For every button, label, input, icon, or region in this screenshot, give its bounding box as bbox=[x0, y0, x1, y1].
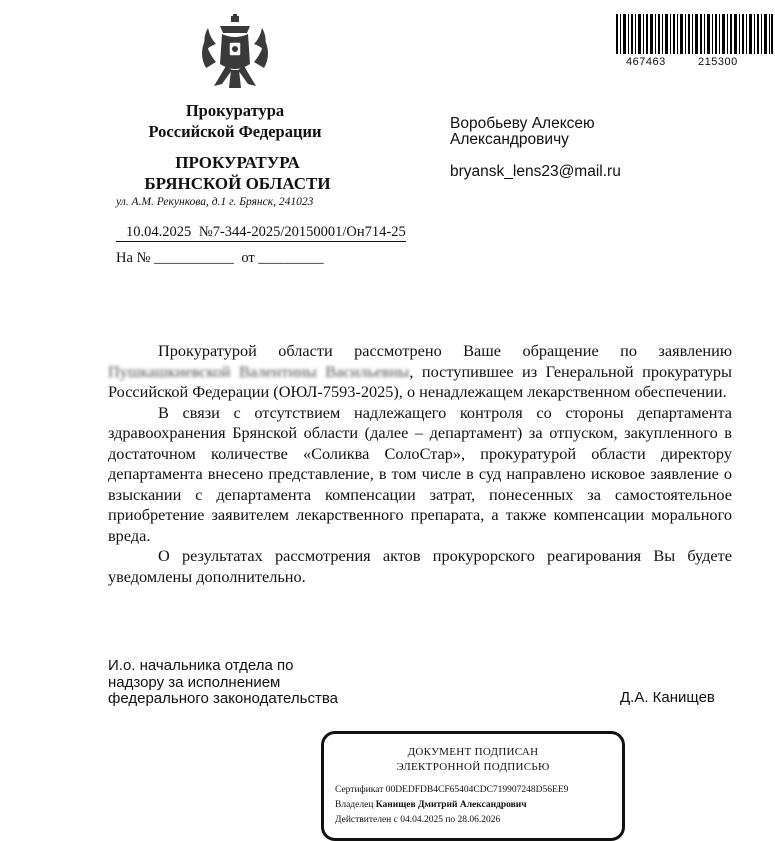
stamp-cert-value: 00DEDFDB4CF65404CDC719907248D56EE9 bbox=[385, 785, 569, 795]
ot-blank: _________ bbox=[258, 250, 324, 266]
stamp-validity bbox=[335, 815, 500, 825]
paragraph-2: В связи с отсутствием надлежащего контроля со стороны департамента здравоохранения Брянской области (далее – департамент) за отпуском, закупленного в достаточном количестве «Соликва СолоСтар», прокуратурой области директору департамента внесено представление, в том числе в суд направлено исковое заявление о взыскании с департамента компенсации затрат, понесенных за самостоятельное приобретение заявителем лекарственного препарата, а также компенсации морального вреда. bbox=[108, 402, 732, 545]
barcode-number-right: 215300 bbox=[698, 56, 738, 68]
paragraph-1-rest: , поступившее из Генеральной прокуратуры Российской Федерации (ОЮЛ-7593-2025), о ненадлежащем лекарственном обеспечении. bbox=[108, 361, 732, 401]
sender-address: ул. А.М. Рекункова, д.1 г. Брянск, 241023 bbox=[116, 196, 314, 208]
ref-date: 10.04.2025 bbox=[126, 224, 192, 240]
signatory-title-line3: федерального законодательства bbox=[108, 690, 338, 707]
in-reply-line bbox=[116, 250, 324, 267]
stamp-valid-label: Действителен bbox=[335, 815, 392, 825]
paragraph-1-start: Прокуратурой области рассмотрено Ваше обращение по заявлению bbox=[158, 341, 732, 360]
sender-org-line2: Российской Федерации bbox=[148, 122, 322, 141]
stamp-cert-label: Сертификат bbox=[335, 785, 384, 795]
stamp-owner-value: Канищев Дмитрий Александрович bbox=[375, 800, 527, 810]
sender-org-line1: Прокуратура bbox=[185, 101, 285, 120]
redacted-name: Пушкашкиевской Валентины Васильевны bbox=[108, 361, 410, 381]
stamp-owner bbox=[335, 800, 527, 810]
sender-dept-line2: БРЯНСКОЙ ОБЛАСТИ bbox=[144, 174, 331, 193]
letter-body bbox=[108, 341, 732, 587]
double-headed-eagle-emblem-icon bbox=[198, 14, 272, 94]
barcode bbox=[616, 14, 774, 58]
stamp-valid-value: с 04.04.2025 по 28.06.2026 bbox=[393, 815, 501, 825]
stamp-certificate bbox=[335, 785, 568, 795]
ref-number: №7-344-2025/20150001/Он714-25 bbox=[198, 224, 406, 240]
signatory-name: Д.А. Канищев bbox=[620, 689, 715, 706]
na-label: На № bbox=[116, 250, 151, 266]
na-blank: ___________ bbox=[154, 250, 234, 266]
barcode-number-left: 467463 bbox=[626, 56, 666, 68]
stamp-title-line1: ДОКУМЕНТ ПОДПИСАН bbox=[407, 746, 539, 758]
stamp-owner-label: Владелец bbox=[335, 800, 374, 810]
recipient-name-line1: Воробьеву Алексею bbox=[450, 115, 595, 132]
signatory-title-line2: надзору за исполнением bbox=[108, 673, 281, 691]
ot-label: от bbox=[241, 250, 255, 266]
paragraph-1 bbox=[108, 341, 732, 403]
signatory-title bbox=[108, 658, 338, 708]
recipient-email: bryansk_lens23@mail.ru bbox=[450, 163, 621, 180]
signatory-title-line1: И.о. начальника отдела по bbox=[108, 657, 294, 674]
electronic-signature-stamp bbox=[321, 731, 625, 841]
paragraph-3: О результатах рассмотрения актов прокурорского реагирования Вы будете уведомлены дополнительно. bbox=[108, 546, 732, 586]
sender-org bbox=[130, 100, 340, 142]
recipient-name-line2: Александровичу bbox=[450, 131, 569, 148]
stamp-title-line2: ЭЛЕКТРОННОЙ ПОДПИСЬЮ bbox=[396, 761, 550, 773]
recipient-name bbox=[450, 116, 595, 148]
reference-line bbox=[116, 224, 406, 242]
sender-dept bbox=[115, 152, 360, 194]
sender-dept-line1: ПРОКУРАТУРА bbox=[175, 153, 300, 172]
